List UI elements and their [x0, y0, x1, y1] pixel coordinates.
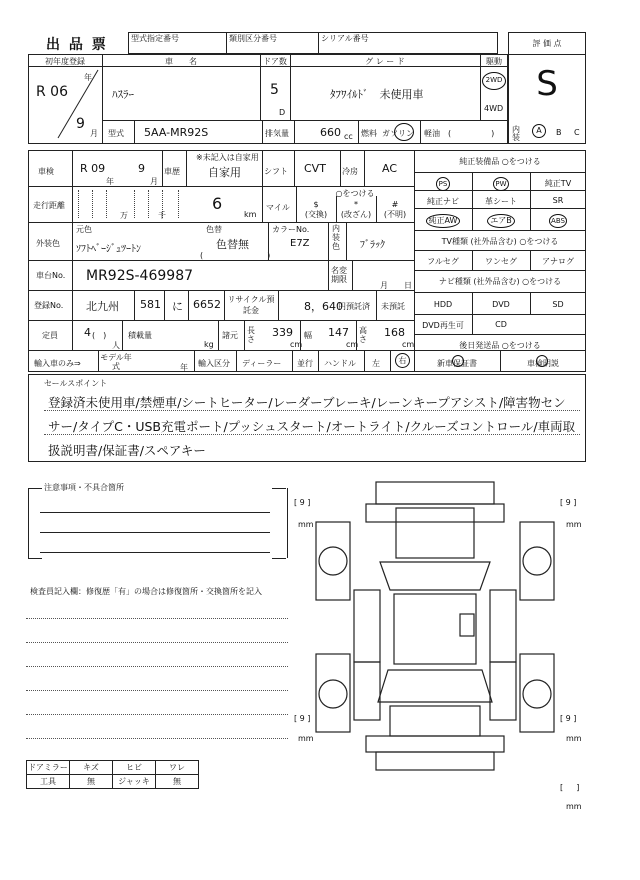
tire-fl-unit: mm	[298, 520, 314, 529]
tire-fr-unit: mm	[566, 520, 582, 529]
mileage-circle-note: ○をつける	[335, 189, 375, 198]
shift-value: CVT	[304, 162, 326, 175]
inspection-month: 9	[138, 162, 145, 175]
ext-color-label: 外装色	[36, 239, 60, 248]
sales-label: セールスポイント	[44, 379, 108, 388]
mileage-value: 6	[212, 194, 223, 213]
first-reg-month-unit: 月	[90, 129, 98, 138]
car-name-label: 車 名	[165, 57, 197, 66]
equip-sr: SR	[552, 196, 564, 205]
door-type: D	[279, 108, 286, 117]
tire-fr-depth: 9	[565, 498, 571, 507]
import-label: 輸入車のみ⇒	[34, 359, 81, 368]
capacity-unit: 人	[112, 341, 120, 350]
equip-airbag: エアB	[487, 214, 515, 228]
score-value: S	[536, 64, 558, 104]
tv-fullseg: フルセグ	[427, 257, 459, 266]
use-label: 車歴	[164, 167, 180, 176]
height-value: 168	[384, 326, 405, 339]
color-no-label: カラーNo.	[272, 225, 310, 234]
tv-label: TV種類 (社外品含む) ○をつける	[441, 237, 559, 246]
height-label: 高さ	[359, 326, 367, 344]
width-value: 147	[328, 326, 349, 339]
size-label: 諸元	[222, 331, 238, 340]
later-label: 後日発送品 ○をつける	[459, 341, 541, 350]
vin-value: MR92S-469987	[86, 268, 194, 284]
ac-label: 冷房	[342, 167, 358, 176]
inspection-month-unit: 月	[150, 177, 158, 186]
legend-crack: ヒビ	[113, 761, 156, 775]
length-unit: cm	[290, 340, 303, 349]
orig-color-label: 元色	[76, 225, 92, 234]
length-label: 長さ	[247, 326, 255, 344]
repaint-label: 色替	[206, 225, 222, 234]
handle-label: ハンドル	[324, 359, 356, 368]
recycle-label: リサイクル預託金	[227, 295, 275, 315]
vin-label: 車台No.	[36, 271, 66, 280]
legend-tools-value: 無	[70, 775, 113, 789]
navi-cd: CD	[495, 320, 507, 329]
tire-rl-unit: mm	[298, 734, 314, 743]
reg-class: 581	[140, 298, 161, 311]
caution-label: 注意事項・不具合箇所	[44, 483, 124, 492]
later-manual: 車検明説	[527, 359, 559, 368]
drive-label: 駆動	[486, 57, 502, 66]
equip-tv: 純正TV	[544, 179, 572, 188]
tv-oneseg: ワンセグ	[485, 257, 517, 266]
model-label: 型式	[108, 129, 124, 138]
tire-rr-unit: mm	[566, 734, 582, 743]
repaint-value: 色替無	[216, 238, 249, 251]
tv-analog: アナログ	[542, 257, 574, 266]
tire-rr: [ 9 ]	[560, 714, 577, 723]
grade-label: グ レ ー ド	[365, 57, 405, 66]
transfer-label: 名変期限	[331, 266, 347, 284]
recycle-status: 円預託済	[338, 302, 370, 311]
displacement-unit: cc	[344, 132, 353, 141]
length-value: 339	[272, 326, 293, 339]
car-name: ﾊｽﾗｰ	[112, 88, 134, 101]
legend-tools: 工具	[27, 775, 70, 789]
header-id-box	[128, 32, 498, 54]
fuel-diesel: 軽油	[424, 129, 440, 138]
navi-sd: SD	[552, 300, 564, 309]
equip-ps: PS	[436, 177, 450, 191]
later-manual-circle	[536, 355, 548, 367]
car-diagram	[310, 478, 560, 778]
shift-label: シフト	[264, 167, 288, 176]
model-year-unit: 年	[180, 363, 188, 372]
navi-label: ナビ種類 (社外品含む) ○をつける	[438, 277, 562, 286]
ac-value: AC	[382, 162, 398, 175]
legend-table	[26, 760, 199, 789]
sales-line-2: サー/タイプC・USB充電ポート/プッシュスタート/オートライト/クルーズコントロール/車両取	[48, 419, 576, 434]
type-designation-label: 型式指定番号	[131, 34, 179, 43]
reg-no-label: 登録No.	[34, 301, 64, 310]
reg-area: 北九州	[86, 300, 119, 313]
legend-door-mirror: ドアミラー	[27, 761, 70, 775]
height-unit: cm	[402, 340, 415, 349]
drive-2wd: 2WD	[482, 72, 506, 90]
import-parallel: 並行	[297, 359, 313, 368]
model-value: 5AA-MR92S	[144, 126, 209, 139]
interior-grade-a: A	[532, 124, 546, 138]
handle-left: 左	[372, 359, 380, 368]
tire-rl: [ 9 ]	[294, 714, 311, 723]
reg-kana: に	[172, 300, 183, 313]
mileage-unit-sen: 千	[158, 211, 166, 220]
serial-label: シリアル番号	[321, 34, 369, 43]
orig-color: ｿﾌﾄﾍﾞｰｼﾞｭﾂｰﾄﾝ	[76, 244, 141, 255]
width-label: 幅	[304, 331, 312, 340]
import-dealer: ディーラー	[242, 359, 282, 368]
capacity-value: 4	[84, 326, 91, 339]
grade-value: ﾀﾌﾜｲﾙﾄﾞ 未使用車	[330, 88, 424, 101]
inspection-label: 車検	[38, 167, 54, 176]
navi-hdd: HDD	[433, 300, 453, 309]
load-unit: kg	[204, 340, 214, 349]
tire-spare-unit: mm	[566, 802, 582, 811]
inspection-era: R 09	[80, 162, 106, 175]
form-title: 出 品 票	[46, 37, 108, 53]
model-year-label: モデル年式	[100, 353, 132, 371]
tire-rl-depth: 9	[299, 714, 305, 723]
later-warranty: 新車保証書	[437, 359, 477, 368]
use-note: ※未記入は自家用	[196, 153, 259, 162]
transfer-month: 月	[380, 281, 388, 290]
sales-line-3: 扱説明書/保証書/スペアキー	[48, 443, 206, 458]
recycle-amount: 8，640	[304, 300, 343, 313]
int-color-label: 内装色	[332, 224, 340, 251]
mileage-opt-exchange-sym: $	[313, 200, 319, 209]
first-reg-label: 初年度登録	[45, 57, 85, 66]
equip-navi: 純正ナビ	[427, 197, 459, 206]
inspector-label: 検査員記入欄：修復歴「有」の場合は修復箇所・交換箇所を記入	[30, 587, 262, 596]
handle-right: 右	[395, 353, 410, 368]
score-label: 評 価 点	[532, 39, 562, 48]
mileage-unit-km: km	[244, 210, 257, 219]
doors-label: ドア数	[263, 57, 287, 66]
mileage-digit-boxes	[78, 190, 190, 218]
equip-std-label: 純正装備品 ○をつける	[459, 157, 541, 166]
mileage-opt-exchange: (交換)	[304, 210, 328, 219]
mileage-label: 走行距離	[33, 201, 65, 210]
capacity-label: 定員	[42, 331, 58, 340]
tire-rr-depth: 9	[565, 714, 571, 723]
mileage-opt-tamper-sym: *	[354, 200, 358, 209]
drive-4wd: 4WD	[484, 104, 504, 113]
reg-number: 6652	[193, 298, 221, 311]
tire-fl: [ 9 ]	[294, 498, 311, 507]
first-reg-month: 9	[76, 116, 85, 132]
displacement-value: 660	[320, 126, 341, 139]
tire-fl-depth: 9	[299, 498, 305, 507]
interior-grade-c: C	[574, 128, 580, 137]
sales-line-1: 登録済未使用車/禁煙車/シートヒーター/レーダーブレーキ/レーンキープアシスト/障害物セン	[48, 395, 566, 410]
inspection-year-unit: 年	[106, 177, 114, 186]
legend-jack: ジャッキ	[113, 775, 156, 789]
int-color: ﾌﾞﾗｯｸ	[360, 240, 385, 251]
use-value: 自家用	[208, 166, 241, 179]
equip-aw: 純正AW	[426, 214, 461, 228]
fuel-label: 燃料	[361, 129, 377, 138]
mileage-opt-unknown: (不明)	[383, 210, 407, 219]
mileage-opt-unknown-sym: #	[391, 200, 399, 209]
equip-abs: ABS	[549, 214, 567, 228]
equip-leather: 革シート	[485, 197, 517, 206]
doors-value: 5	[270, 82, 279, 98]
interior-label: 内装	[512, 125, 520, 142]
width-unit: cm	[346, 340, 359, 349]
first-reg-era: R 06	[36, 84, 68, 100]
first-reg-year-unit: 年	[84, 73, 92, 82]
load-label: 積載量	[128, 331, 152, 340]
mileage-unit-man: 万	[120, 211, 128, 220]
legend-jack-value: 無	[156, 775, 199, 789]
import-class-label: 輸入区分	[198, 359, 230, 368]
fuel-gasoline-circle	[394, 123, 414, 141]
interior-grade-b: B	[556, 128, 562, 137]
displacement-label: 排気量	[265, 129, 289, 138]
equip-pw: PW	[493, 177, 509, 191]
color-no: E7Z	[290, 238, 310, 249]
dvd-label: DVD再生可	[422, 321, 464, 330]
tire-fr: [ 9 ]	[560, 498, 577, 507]
legend-break: ワレ	[156, 761, 199, 775]
navi-dvd: DVD	[492, 300, 510, 309]
later-warranty-circle	[452, 355, 464, 367]
tire-spare: [ ]	[560, 783, 580, 792]
mile-label: マイル	[266, 203, 290, 212]
category-label: 類別区分番号	[229, 34, 277, 43]
mileage-opt-tamper: (改ざん)	[340, 210, 372, 219]
recycle-unpaid: 未預託	[381, 302, 405, 311]
fuel-gasoline: ガソリン	[382, 129, 414, 138]
legend-scratch: キズ	[70, 761, 113, 775]
caution-box	[28, 488, 288, 558]
